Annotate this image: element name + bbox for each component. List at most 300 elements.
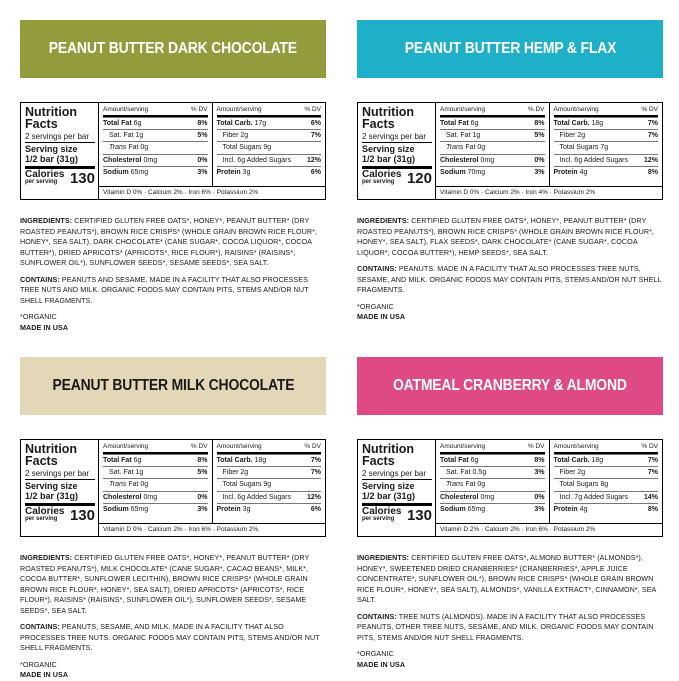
nutrient-name: Protein (553, 168, 578, 176)
nutrient-amount: 70mg (467, 168, 486, 176)
nutrient-dv: 12% (306, 156, 321, 164)
vitamins-line: Vitamin D 0% · Calcium 2% · Iron 6% · Potassium 2% (99, 186, 325, 199)
nutrient-dv: 0% (197, 156, 208, 164)
column-header (217, 442, 322, 454)
serving-size-label: Serving size (25, 144, 78, 154)
ingredients-paragraph (20, 553, 326, 616)
product-name: PEANUT BUTTER HEMP & FLAX (404, 40, 616, 57)
product-banner (357, 20, 663, 78)
nutrient-columns (436, 103, 662, 186)
column-header (103, 105, 208, 117)
nutrition-facts-header (21, 103, 99, 199)
contains-label: CONTAINS: (357, 264, 397, 273)
nutrient-label (560, 479, 609, 490)
nutrient-row (103, 129, 208, 141)
nutrient-name: Trans (109, 144, 127, 152)
nutrient-dv: 7% (310, 457, 321, 464)
serving-size (25, 479, 95, 501)
nutrition-facts-header (358, 103, 436, 199)
nutrition-facts-panel (20, 102, 326, 200)
per-serving-text: per serving (25, 516, 58, 522)
nutrient-amount: 18g (591, 120, 604, 127)
nutrient-dv: 7% (647, 120, 658, 127)
nutrient-row (440, 466, 545, 478)
nf-title: Nutrition (25, 442, 78, 456)
nutrition-facts-panel (357, 439, 663, 537)
pct-dv-label: % DV (641, 443, 658, 450)
ingredients-label: INGREDIENTS: (357, 553, 410, 562)
nutrient-name: Incl. (559, 156, 573, 164)
per-serving-text: per serving (362, 179, 395, 185)
ingredients-text: CERTIFIED GLUTEN FREE OATS*, ALMOND BUTTER* (ALMONDS*), HONEY*, SWEETENED DRIED CRANBERRIES* (CRANBERRIES*, APPLE JUICE CONCENTRATE*, SUNFLOWER OIL*), BROWN RICE CRISPS* (WHOLE GRAIN BROWN RICE FLOUR*, HONEY*, SEA SALT), ALMONDS*, VANILLA EXTRACT*, CINNAMON*, SEA SALT. (357, 553, 656, 604)
nutrient-name: Total Carb. (553, 120, 590, 127)
nutrient-amount: 7g (600, 144, 609, 152)
nutrient-label (103, 155, 157, 166)
nutrient-dv: 6% (310, 505, 321, 513)
nutrient-name: Cholesterol (440, 156, 479, 164)
nutrient-label (103, 118, 141, 129)
nutrient-label (560, 142, 609, 153)
contains-paragraph (357, 264, 663, 296)
contains-paragraph (20, 275, 326, 307)
calories-label (25, 507, 64, 523)
nutrient-amount: 0mg (480, 156, 495, 164)
nutrient-row (103, 454, 208, 466)
calories-label (362, 507, 401, 523)
nutrient-name: Cholesterol (103, 156, 142, 164)
calories-text: Calories (362, 506, 402, 517)
nutrient-name: Sat. Fat (446, 469, 471, 477)
product-panel (357, 20, 663, 323)
nutrient-amount: 6g (470, 120, 479, 127)
nf-title: Facts (362, 117, 395, 131)
nutrient-column (549, 440, 663, 523)
nutrient-table (436, 440, 662, 536)
contains-text: PEANUTS AND SESAME. MADE IN A FACILITY THAT ALSO PROCESSES TREE NUTS AND MILK. ORGANIC FOODS MAY CONTAIN PITS, STEMS AND/OR NUT SHELL FRAGMENTS. (20, 274, 309, 305)
nutrient-label (223, 130, 249, 141)
amount-serving-label: Amount/serving (553, 106, 599, 113)
organic-note: *ORGANIC (20, 312, 57, 321)
vitamins-line: Vitamin D 0% · Calcium 2% · Iron 4% · Potassium 2% (436, 186, 662, 199)
nutrient-column (436, 440, 549, 523)
nutrient-row (554, 491, 659, 503)
nutrient-amount: 0mg (480, 493, 495, 501)
pct-dv-label: % DV (304, 443, 321, 450)
serving-size-label: Serving size (25, 481, 78, 491)
nutrient-name: Incl. (559, 493, 573, 501)
nutrient-columns (436, 440, 662, 523)
nutrient-label (560, 130, 586, 141)
nutrient-name: Protein (553, 505, 578, 513)
ingredients-label: INGREDIENTS: (357, 216, 410, 225)
nutrient-name: Trans (109, 481, 127, 489)
ingredients-block (20, 553, 326, 681)
calories-text: Calories (25, 506, 65, 517)
nutrient-column (212, 103, 326, 186)
amount-serving-label: Amount/serving (553, 443, 599, 450)
nutrient-name: Sodium (103, 168, 129, 176)
serving-size (362, 142, 432, 164)
organic-note: *ORGANIC (357, 301, 394, 311)
ingredients-block (357, 216, 663, 323)
nutrient-row (217, 466, 322, 478)
product-name: PEANUT BUTTER MILK CHOCOLATE (52, 377, 294, 394)
nutrient-amount: 6g Added Sugars (237, 156, 292, 164)
nutrient-amount: 0g (140, 144, 149, 152)
nutrient-row (103, 491, 208, 503)
ingredients-block (20, 216, 326, 333)
nutrient-dv: 12% (643, 156, 658, 164)
nutrient-row (440, 129, 545, 141)
nutrient-dv: 3% (534, 168, 545, 176)
made-in-usa: MADE IN USA (20, 322, 69, 332)
calories-label (362, 170, 401, 186)
nutrient-row (554, 117, 659, 129)
column-header (440, 105, 545, 117)
nutrient-name: Total Fat (440, 457, 469, 464)
made-in-usa: MADE IN USA (357, 312, 406, 321)
serving-size-value: 1/2 bar (31g) (362, 154, 416, 164)
nutrient-name: Sat. Fat (109, 132, 134, 140)
nutrient-label (109, 130, 143, 141)
column-header (103, 442, 208, 454)
nutrient-column (212, 440, 326, 523)
nutrient-label (440, 167, 485, 178)
nutrient-row (217, 117, 322, 129)
nutrient-label (103, 455, 141, 466)
nutrient-amount: 1g (472, 132, 481, 140)
nutrient-name: Incl. (222, 493, 236, 501)
nutrient-name: Sodium (440, 505, 466, 513)
amount-serving-label: Amount/serving (440, 106, 486, 113)
nutrient-name: Trans (446, 144, 464, 152)
nutrient-name: Total Sugars (559, 481, 599, 489)
nutrient-name: Trans (446, 481, 464, 489)
ingredients-label: INGREDIENTS: (20, 216, 73, 225)
product-panel (20, 357, 326, 681)
nutrient-row (554, 166, 659, 178)
nutrient-amount: 0mg (143, 493, 158, 501)
pct-dv-label: % DV (304, 106, 321, 113)
product-banner (20, 357, 326, 415)
nutrient-amount: 9g (263, 144, 272, 152)
calories-row (25, 503, 95, 523)
nutrient-row (554, 466, 659, 478)
amount-serving-label: Amount/serving (440, 443, 486, 450)
nutrient-row (554, 454, 659, 466)
ingredients-text: CERTIFIED GLUTEN FREE OATS*, HONEY*, PEANUT BUTTER* (DRY ROASTED PEANUTS*), BROWN RICE CRISPS* (WHOLE GRAIN BROWN RICE FLOUR*, HONEY*, SEA SALT), DARK CHOCOLATE* (CANE SUGAR*, COCOA LIQUOR*, COCOA BUTTER*), DRIED APRICOTS* (APRICOTS*, RICE FLOUR*), RAISINS* (RAISINS*, SUNFLOWER OIL*), SUNFLOWER SEEDS*, SESAME SEEDS*, SEA SALT. (20, 216, 317, 267)
nutrient-row (554, 478, 659, 490)
contains-text: TREE NUTS (ALMONDS). MADE IN A FACILITY THAT ALSO PROCESSES PEANUTS, OTHER TREE NUTS, SESAME, AND MILK. ORGANIC FOODS MAY CONTAIN PITS, STEMS AND/OR NUT SHELL FRAGMENTS. (357, 611, 654, 642)
nutrient-table (436, 103, 662, 199)
nf-title: Facts (25, 454, 58, 468)
nutrient-columns (99, 103, 325, 186)
nutrient-row (554, 154, 659, 166)
nutrient-row (440, 454, 545, 466)
nutrient-amount: 3g (242, 168, 251, 176)
per-serving-text: per serving (362, 516, 395, 522)
nutrition-facts-panel (357, 102, 663, 200)
nutrient-name: Sodium (103, 505, 129, 513)
nutrient-name: Cholesterol (440, 493, 479, 501)
calories-row (25, 166, 95, 186)
nutrient-row (217, 129, 322, 141)
nutrient-label (446, 479, 485, 490)
nutrient-label (217, 167, 251, 178)
nutrient-name: Sat. Fat (109, 469, 134, 477)
ingredients-paragraph (357, 553, 663, 606)
nutrient-column (99, 103, 212, 186)
nutrient-label (103, 167, 148, 178)
nutrient-row (440, 478, 545, 490)
nutrition-facts-header (358, 440, 436, 536)
nutrient-name: Protein (216, 505, 241, 513)
nutrient-dv: 0% (534, 493, 545, 501)
nutrient-name: Fiber (222, 132, 239, 140)
ingredients-text: CERTIFIED GLUTEN FREE OATS*, HONEY*, PEANUT BUTTER* (DRY ROASTED PEANUTS*), BROWN RICE CRISPS* (WHOLE GRAIN BROWN RICE FLOUR*, HONEY*, SEA SALT), FLAX SEEDS*, DARK CHOCOLATE* (CANE SUGAR*, COCOA LIQUOR*, COCOA BUTTER*), HEMP SEEDS*, SEA SALT. (357, 216, 654, 257)
nutrient-amount: 7g Added Sugars (574, 493, 629, 501)
nutrient-column (99, 440, 212, 523)
nutrient-name: Fiber (559, 132, 576, 140)
nutrient-dv: 3% (534, 505, 545, 513)
contains-text: PEANUTS, SESAME, AND MILK. MADE IN A FACILITY THAT ALSO PROCESSES TREE NUTS. ORGANIC FOODS MAY CONTAIN PITS, STEMS AND/OR NUT SHELL FRAGMENTS. (20, 622, 320, 652)
nutrient-amount: 8g (600, 481, 609, 489)
nutrient-row (103, 466, 208, 478)
ingredients-block (357, 553, 663, 670)
serving-size-label: Serving size (362, 144, 415, 154)
nutrient-amount: 65mg (467, 505, 486, 513)
nutrient-label (440, 155, 494, 166)
ingredients-paragraph (20, 216, 326, 269)
nutrient-row (217, 166, 322, 178)
nutrient-name: Total Carb. (216, 457, 253, 464)
nutrient-dv: 8% (197, 457, 208, 464)
nutrient-name: Total Carb. (216, 120, 253, 127)
nutrient-name: Fiber (559, 469, 576, 477)
nutrient-dv: 6% (310, 120, 321, 127)
nutrient-row (217, 478, 322, 490)
nutrient-amount: 0.5g (472, 469, 487, 477)
ingredients-text: CERTIFIED GLUTEN FREE OATS*, HONEY*, PEANUT BUTTER* (DRY ROASTED PEANUTS*), MILK CHOCOLATE* (CANE SUGAR*, CACAO BEANS*, MILK*, COCOA BUTTER*, SUNFLOWER LECITHIN), BROWN RICE CRISPS* (WHOLE GRAIN BROWN RICE FLOUR*, HONEY*, SEA SALT), DRIED APRICOTS* (APRICOTS*, RICE FLOUR*), RAISINS* (RAISINS*, SUNFLOWER OIL*), SUNFLOWER SEEDS*, SESAME SEEDS*, SEA SALT. (20, 553, 310, 615)
nutrient-name: Cholesterol (103, 493, 142, 501)
nutrient-amount: 4g (579, 505, 588, 513)
calories-text: Calories (362, 169, 402, 180)
nutrient-row (440, 491, 545, 503)
pct-dv-label: % DV (527, 106, 545, 113)
nutrient-row (103, 166, 208, 178)
calories-value: 130 (69, 507, 95, 524)
nutrient-row (440, 141, 545, 153)
nutrient-columns (99, 440, 325, 523)
nutrient-dv: 14% (643, 493, 658, 501)
nutrient-dv: 5% (534, 132, 545, 140)
nutrient-amount: 2g (240, 132, 249, 140)
column-header (554, 442, 659, 454)
vitamins-line: Vitamin D 0% · Calcium 2% · Iron 6% · Potassium 2% (99, 523, 325, 536)
nutrient-label (554, 504, 588, 515)
nutrient-label (440, 492, 494, 503)
nutrient-label (223, 155, 292, 166)
servings-per-bar: 2 servings per bar (25, 132, 90, 141)
column-header (440, 442, 545, 454)
nutrient-label (554, 455, 604, 466)
nutrient-amount: 0mg (143, 156, 158, 164)
nutrient-row (217, 491, 322, 503)
nutrient-label (446, 142, 485, 153)
per-serving-text: per serving (25, 179, 58, 185)
nf-title: Nutrition (362, 105, 415, 119)
nutrient-row (103, 503, 208, 515)
column-header (217, 105, 322, 117)
nutrient-name: Total Sugars (222, 481, 262, 489)
nutrient-label (554, 118, 604, 129)
nutrient-table (99, 103, 325, 199)
serving-size (25, 142, 95, 164)
nutrient-row (217, 141, 322, 153)
amount-serving-label: Amount/serving (103, 106, 149, 113)
serving-size-value: 1/2 bar (31g) (25, 491, 79, 501)
nutrient-amount: 17g (254, 120, 267, 127)
nutrient-amount: 0g (477, 481, 486, 489)
nutrient-name: Fiber (222, 469, 239, 477)
nutrient-row (440, 503, 545, 515)
nutrient-dv: 0% (534, 156, 545, 164)
serving-size-label: Serving size (362, 481, 415, 491)
product-banner (357, 357, 663, 415)
nutrient-row (217, 503, 322, 515)
nutrient-amount: 0g (477, 144, 486, 152)
nutrient-amount: 9g (263, 481, 272, 489)
contains-paragraph (357, 612, 663, 644)
serving-size-value: 1/2 bar (31g) (362, 491, 416, 501)
product-panel (20, 20, 326, 333)
nutrient-amount: 6g Added Sugars (237, 493, 292, 501)
nutrient-row (440, 117, 545, 129)
nutrient-amount: 6g (470, 457, 479, 464)
pct-dv-label: % DV (527, 443, 545, 450)
pct-dv-label: % DV (641, 106, 658, 113)
servings-per-bar: 2 servings per bar (25, 469, 90, 478)
nutrient-label (560, 155, 629, 166)
nutrient-label (223, 142, 272, 153)
nutrient-amount: 6g (133, 120, 142, 127)
calories-value: 130 (406, 507, 432, 524)
nutrient-name: Total Carb. (553, 457, 590, 464)
nutrient-name: Sat. Fat (446, 132, 471, 140)
nutrient-row (103, 478, 208, 490)
made-in-usa: MADE IN USA (357, 659, 406, 669)
nutrient-table (99, 440, 325, 536)
servings-per-bar: 2 servings per bar (362, 132, 427, 141)
ingredients-paragraph (357, 216, 663, 258)
product-name: OATMEAL CRANBERRY & ALMOND (393, 377, 627, 394)
nutrient-column (436, 103, 549, 186)
servings-per-bar: 2 servings per bar (362, 469, 427, 478)
nutrient-label (109, 467, 143, 478)
nutrient-amount: 3g (242, 505, 251, 513)
nutrient-amount: 65mg (130, 505, 149, 513)
nutrient-dv: 8% (534, 120, 545, 127)
nutrient-row (103, 154, 208, 166)
nutrient-amount: 1g (135, 132, 144, 140)
nutrient-name: Protein (216, 168, 241, 176)
nutrient-label (217, 504, 251, 515)
nf-title: Nutrition (25, 105, 78, 119)
nutrient-dv: 3% (197, 505, 208, 513)
contains-text: PEANUTS. MADE IN A FACILITY THAT ALSO PROCESSES TREE NUTS, SESAME, AND MILK. ORGANIC FOODS MAY CONTAIN PITS, STEMS AND/OR NUT SHELL FRAGMENTS. (357, 264, 662, 294)
calories-value: 130 (69, 170, 95, 187)
nutrient-label (560, 467, 586, 478)
nutrient-dv: 0% (197, 493, 208, 501)
nutrient-row (554, 503, 659, 515)
nutrient-name: Total Sugars (559, 144, 599, 152)
nf-title: Facts (25, 117, 58, 131)
nutrient-row (554, 141, 659, 153)
nutrient-row (440, 166, 545, 178)
nutrient-amount: 2g (240, 469, 249, 477)
nutrient-dv: 5% (197, 132, 208, 140)
calories-row (362, 503, 432, 523)
ingredients-label: INGREDIENTS: (20, 553, 73, 562)
nutrient-name-suffix: Fat (463, 481, 476, 489)
vitamins-line: Vitamin D 2% · Calcium 2% · Iron 6% · Potassium 2% (436, 523, 662, 536)
nutrition-facts-header (21, 440, 99, 536)
calories-text: Calories (25, 169, 65, 180)
nutrient-amount: 18g (254, 457, 267, 464)
nutrient-name-suffix: Fat (463, 144, 476, 152)
nutrient-name: Sodium (440, 168, 466, 176)
nutrient-dv: 12% (306, 493, 321, 501)
nutrient-dv: 3% (197, 168, 208, 176)
nutrient-dv: 7% (647, 132, 658, 140)
nutrient-label (554, 167, 588, 178)
nutrient-amount: 0g (140, 481, 149, 489)
nutrient-dv: 7% (310, 132, 321, 140)
nutrient-row (440, 154, 545, 166)
nutrient-row (554, 129, 659, 141)
nutrient-dv: 7% (310, 469, 321, 477)
nutrient-row (103, 117, 208, 129)
amount-serving-label: Amount/serving (216, 443, 262, 450)
nutrient-name-suffix: Fat (126, 144, 139, 152)
nutrient-label (103, 492, 157, 503)
nutrient-label (440, 504, 485, 515)
pct-dv-label: % DV (190, 443, 208, 450)
nutrient-amount: 1g (135, 469, 144, 477)
nutrient-row (217, 454, 322, 466)
nutrient-dv: 8% (647, 168, 658, 176)
product-panel (357, 357, 663, 670)
contains-label: CONTAINS: (20, 274, 60, 284)
nutrient-amount: 2g (577, 469, 586, 477)
nutrient-name: Total Fat (440, 120, 469, 127)
product-banner (20, 20, 326, 78)
nutrient-label (103, 504, 148, 515)
product-name: PEANUT BUTTER DARK CHOCOLATE (48, 40, 298, 57)
contains-label: CONTAINS: (20, 622, 60, 631)
serving-size-value: 1/2 bar (31g) (25, 154, 79, 164)
nutrient-label (440, 455, 478, 466)
nutrient-name: Total Sugars (222, 144, 262, 152)
nutrient-row (217, 154, 322, 166)
nutrient-label (217, 118, 267, 129)
nutrient-name: Incl. (222, 156, 236, 164)
nutrient-name: Total Fat (103, 457, 132, 464)
nutrient-amount: 4g (579, 168, 588, 176)
calories-row (362, 166, 432, 186)
nf-title: Nutrition (362, 442, 415, 456)
nutrient-label (440, 118, 478, 129)
